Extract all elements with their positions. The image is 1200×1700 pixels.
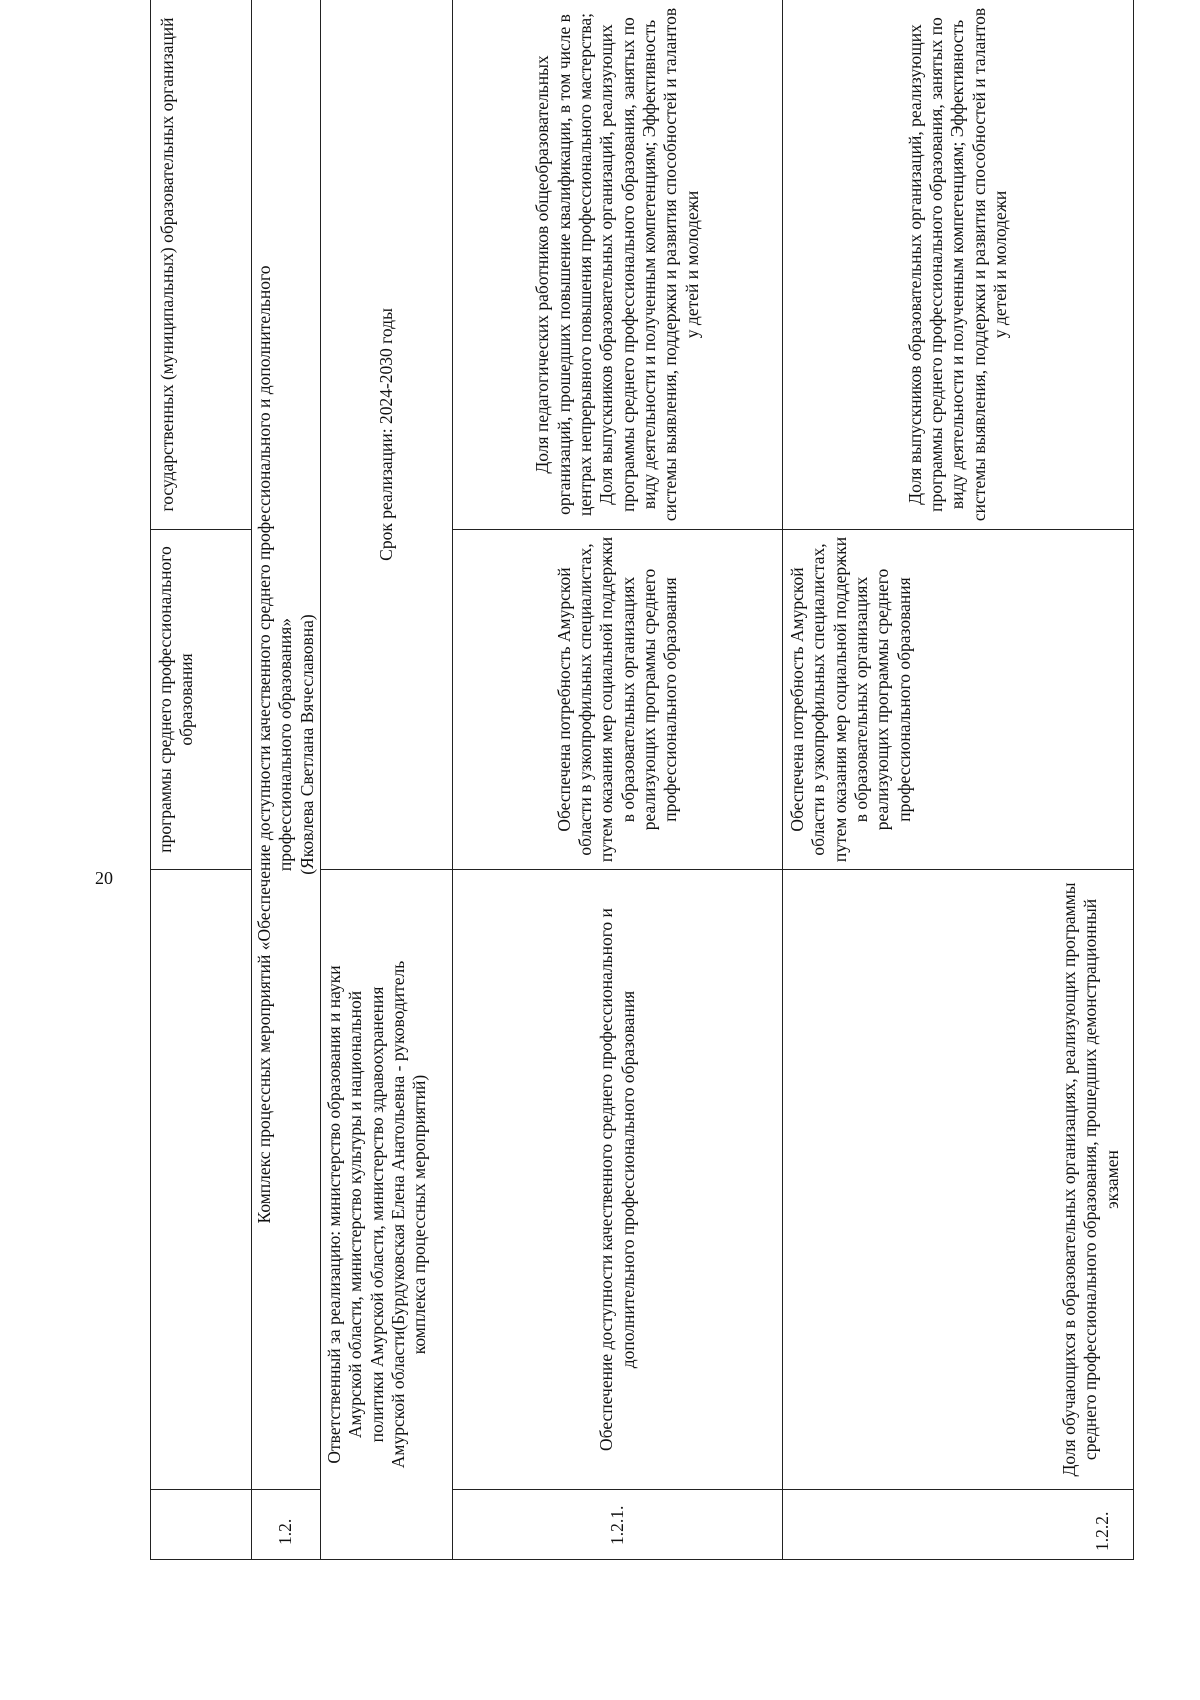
block-title-line: (Яковлева Светлана Вячеславовна) bbox=[296, 614, 317, 875]
row-number: 1.2.2. bbox=[783, 1490, 1134, 1560]
page-number: 20 bbox=[95, 868, 113, 888]
row-number: 1.2.1. bbox=[453, 1490, 783, 1560]
number-cell bbox=[151, 1490, 252, 1560]
table-row bbox=[783, 0, 1134, 1560]
table-row bbox=[151, 0, 252, 1560]
table-row bbox=[453, 0, 783, 1560]
responsible-line: Амурской области(Бурдуковская Елена Анатольевна - руководитель bbox=[388, 960, 409, 1469]
block-title-line: профессионального образования» bbox=[275, 617, 296, 872]
indicator-cell: Доля педагогических работников общеобразовательных организаций, прошедших повышение квалификации, в том числе в центрах непрерывного повышения профессионального мастерства; Доля выпускников образовательных организаций, реализующих программы среднего профессионального образования, занятых по виду деятельности и полученным компетенциям; Эффективность системы выявления, поддержки и развития способностей и талантов у детей и молодежи bbox=[453, 0, 783, 530]
indicator-cell: государственных (муниципальных) образовательных организаций bbox=[151, 0, 252, 530]
responsible-line: Амурской области, министерство культуры и национальной bbox=[345, 990, 366, 1439]
responsible-row bbox=[321, 0, 453, 1560]
result-cell: Обеспечена потребность Амурской области в узкопрофильных специалистах, путем оказания мер социальной поддержки в образовательных организациях реализующих программы среднего профессионального образования bbox=[783, 530, 1134, 870]
responsible-cell bbox=[321, 870, 453, 1560]
block-number: 1.2. bbox=[252, 1490, 321, 1560]
block-title-line: Комплекс процессных мероприятий «Обеспечение доступности качественного среднего профессионального и дополнительного bbox=[254, 265, 274, 1224]
result-cell: Обеспечена потребность Амурской области в узкопрофильных специалистах, путем оказания мер социальной поддержки в образовательных организациях реализующих программы среднего профессионального образования bbox=[453, 530, 783, 870]
block-title bbox=[252, 0, 321, 1490]
result-cell: программы среднего профессионального образования bbox=[151, 530, 252, 870]
block-header-row bbox=[252, 0, 321, 1560]
rotated-page bbox=[150, 0, 1200, 1560]
responsible-line: Ответственный за реализацию: министерство образования и науки bbox=[324, 965, 345, 1464]
period-cell: Срок реализации: 2024-2030 годы bbox=[321, 0, 453, 870]
task-cell: Доля обучающихся в образовательных организациях, реализующих программы среднего профессионального образования, прошедших демонстрационный экзамен bbox=[783, 870, 1134, 1490]
responsible-line: политики Амурской области, министерство здравоохранения bbox=[366, 986, 387, 1443]
process-measures-table bbox=[150, 0, 1134, 1560]
responsible-line: комплекса процессных мероприятий) bbox=[409, 1074, 430, 1355]
indicator-cell: Доля выпускников образовательных организаций, реализующих программы среднего профессионального образования, занятых по виду деятельности и полученным компетенциям; Эффективность системы выявления, поддержки и развития способностей и талантов у детей и молодежи bbox=[783, 0, 1134, 530]
task-cell bbox=[151, 870, 252, 1490]
task-cell: Обеспечение доступности качественного среднего профессионального и дополнительного профессионального образования bbox=[453, 870, 783, 1490]
